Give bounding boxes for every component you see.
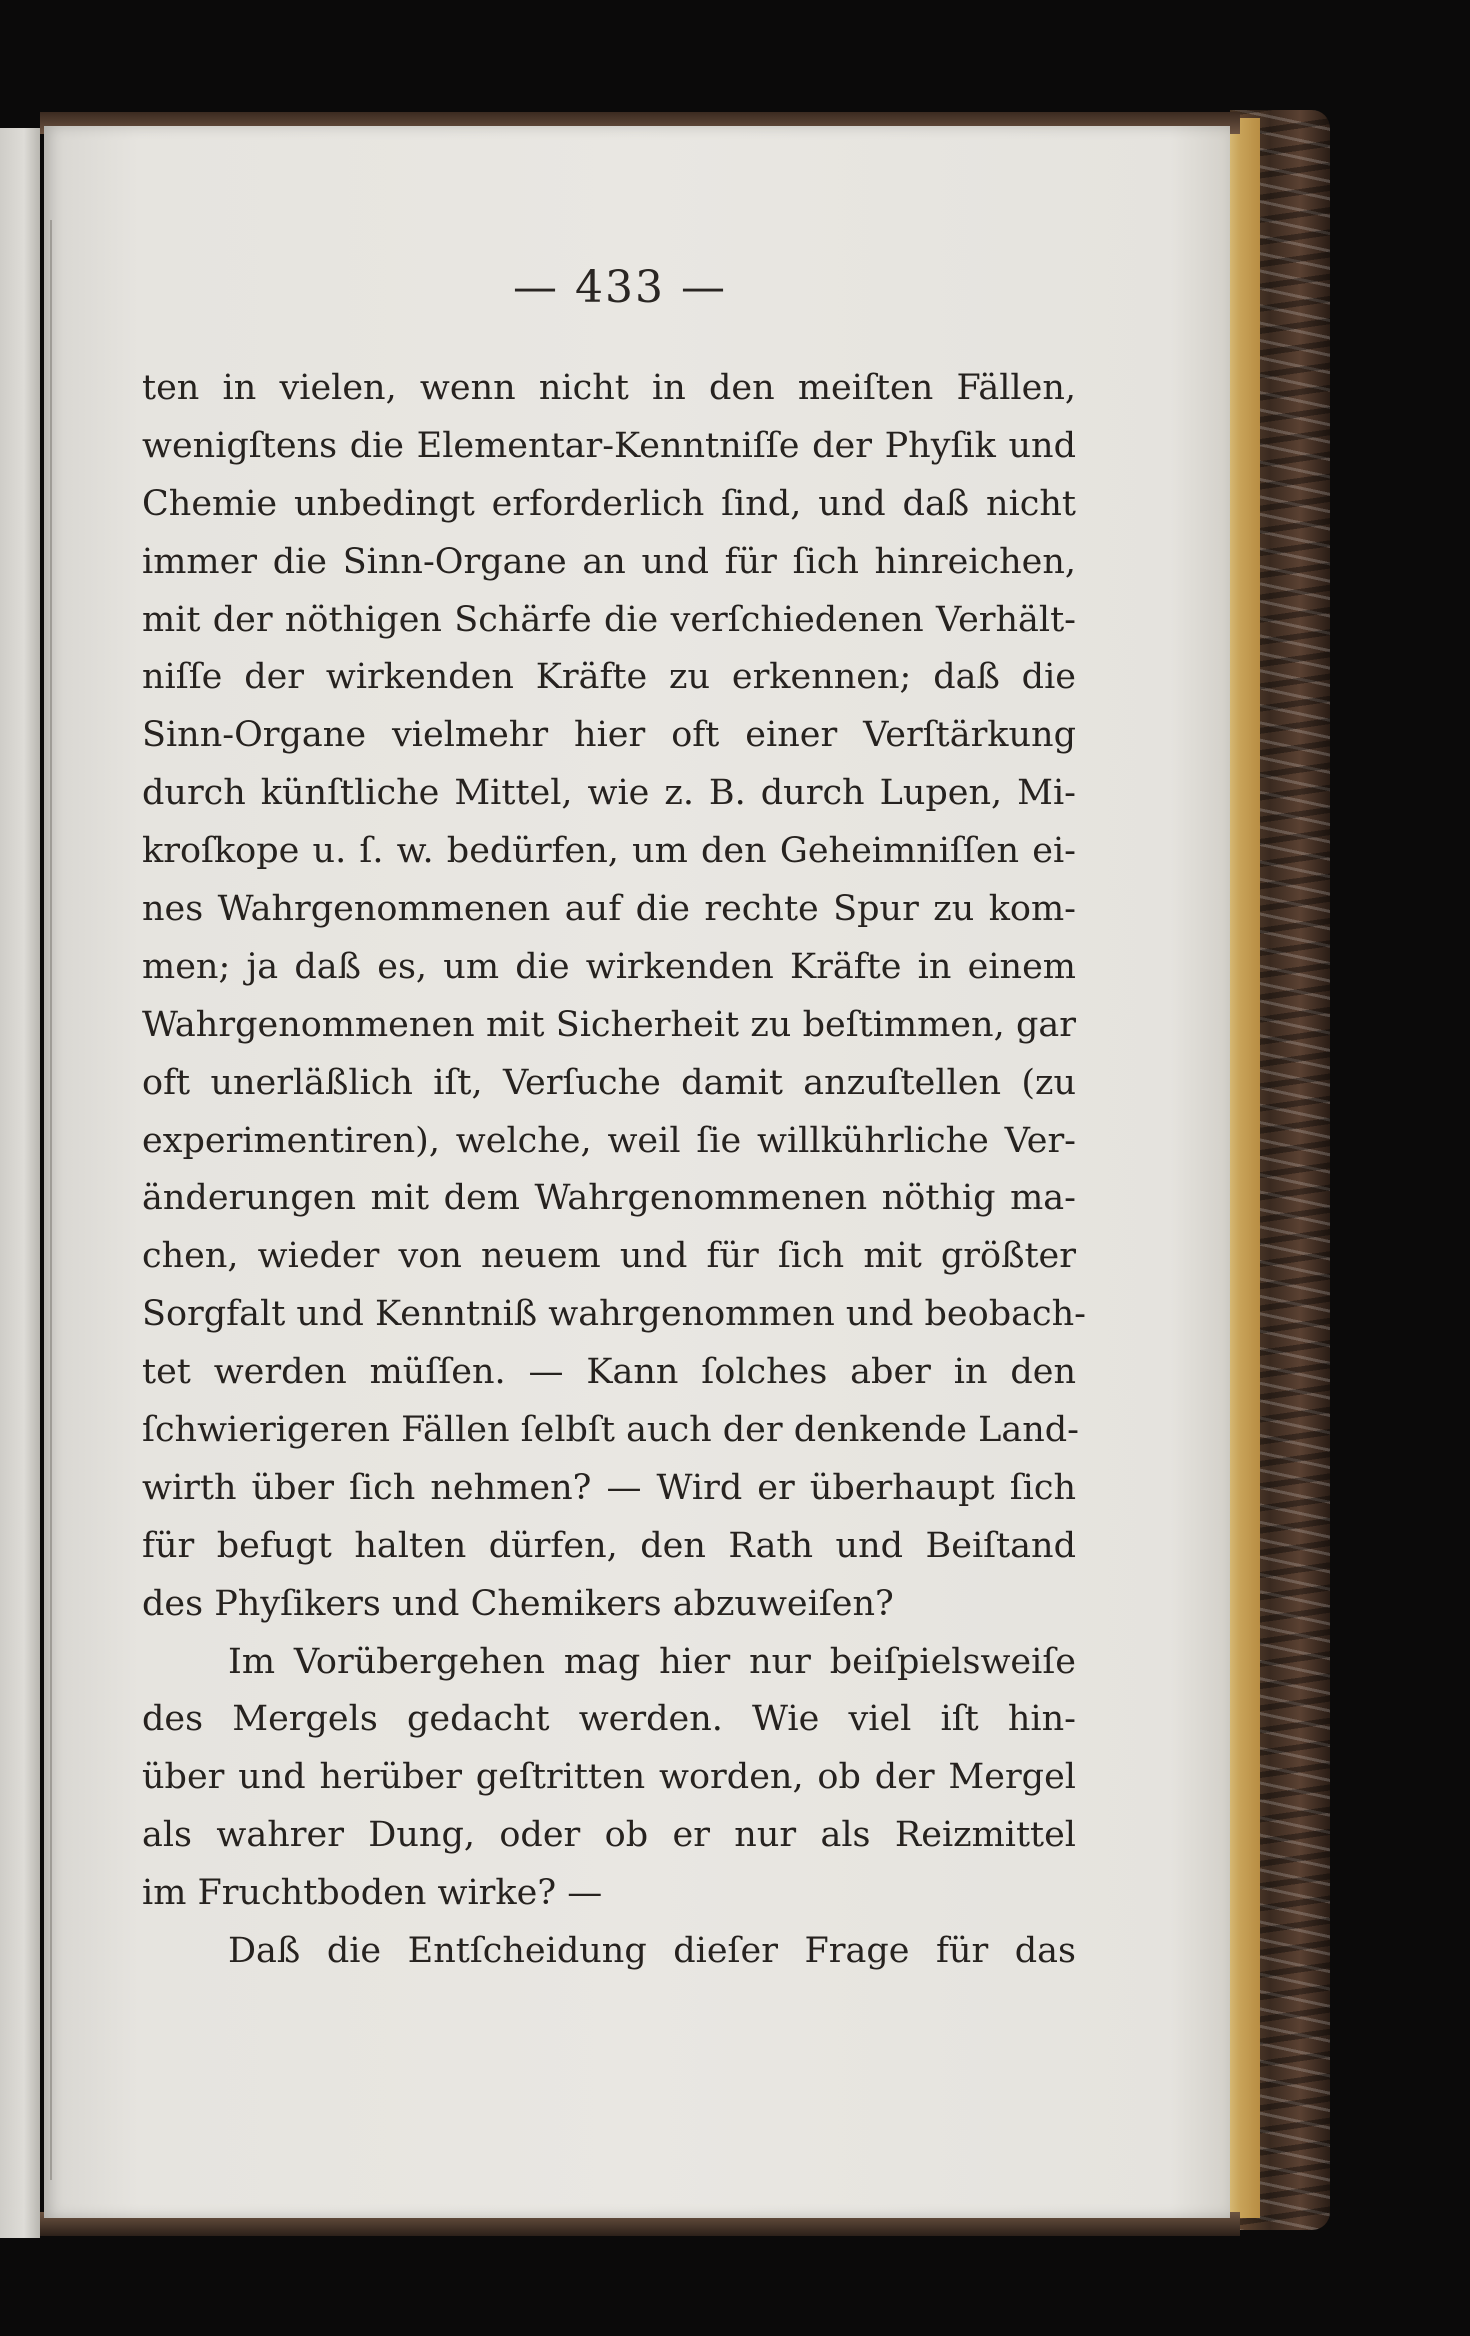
text-line: für befugt halten dürfen, den Rath und Beiſtand [142, 1525, 1076, 1566]
text-line: wenigſtens die Elementar-Kenntniſſe der Phyſik und [142, 425, 1076, 466]
text-line: durch künſtliche Mittel, wie z. B. durch Lupen, Mi- [142, 773, 1076, 814]
text-line: ſchwierigeren Fällen ſelbſt auch der denkende Land- [142, 1410, 1079, 1451]
text-line: immer die Sinn-Organe an und für ſich hinreichen, [142, 541, 1076, 582]
text-line: Im Vorübergehen mag hier nur beiſpielsweiſe [228, 1641, 1076, 1682]
text-line: wirth über ſich nehmen? — Wird er überhaupt ſich [142, 1467, 1076, 1508]
gutter-line [50, 220, 52, 2180]
text-line: ten in vielen, wenn nicht in den meiſten Fällen, [142, 368, 1076, 408]
text-line: über und herüber geſtritten worden, ob der Mergel [142, 1757, 1076, 1798]
text-line: kroſkope u. ſ. w. bedürfen, um den Geheimniſſen ei- [142, 831, 1076, 872]
text-line: Sorgfalt und Kenntniß wahrgenommen und beobach- [142, 1294, 1086, 1335]
text-line: experimentiren), welche, weil ſie willkührliche Ver- [142, 1120, 1076, 1161]
text-line: oft unerläßlich iſt, Verſuche damit anzuſtellen (zu [142, 1062, 1076, 1103]
text-line: Daß die Entſcheidung dieſer Frage für das [228, 1931, 1076, 1972]
text-line: tet werden müſſen. — Kann ſolches aber in den [142, 1352, 1076, 1393]
page-number: — 433 — [513, 262, 727, 313]
facing-page-edge [0, 128, 40, 2238]
text-line: niſſe der wirkenden Kräfte zu erkennen; daß die [142, 657, 1076, 698]
text-line: des Phyſikers und Chemikers abzuweiſen? [142, 1583, 894, 1624]
text-line: änderungen mit dem Wahrgenommenen nöthig ma- [142, 1178, 1076, 1219]
text-line: men; ja daß es, um die wirkenden Kräfte in einem [142, 946, 1076, 987]
text-line: als wahrer Dung, oder ob er nur als Reizmittel [142, 1815, 1076, 1856]
text-line: des Mergels gedacht werden. Wie viel iſt hin- [142, 1699, 1076, 1740]
text-line: Chemie unbedingt erforderlich ſind, und daß nicht [142, 483, 1076, 524]
page-body [142, 360, 1086, 1981]
text-line: Sinn-Organe vielmehr hier oft einer Verſtärkung [142, 715, 1076, 756]
text-line: chen, wieder von neuem und für ſich mit größter [142, 1236, 1076, 1277]
text-line: Wahrgenommenen mit Sicherheit zu beſtimmen, gar [142, 1004, 1076, 1045]
text-line: mit der nöthigen Schärfe die verſchiedenen Verhält- [142, 599, 1076, 640]
text-line: nes Wahrgenommenen auf die rechte Spur zu kom- [142, 889, 1076, 930]
text-line: im Fruchtboden wirke? — [142, 1873, 603, 1914]
